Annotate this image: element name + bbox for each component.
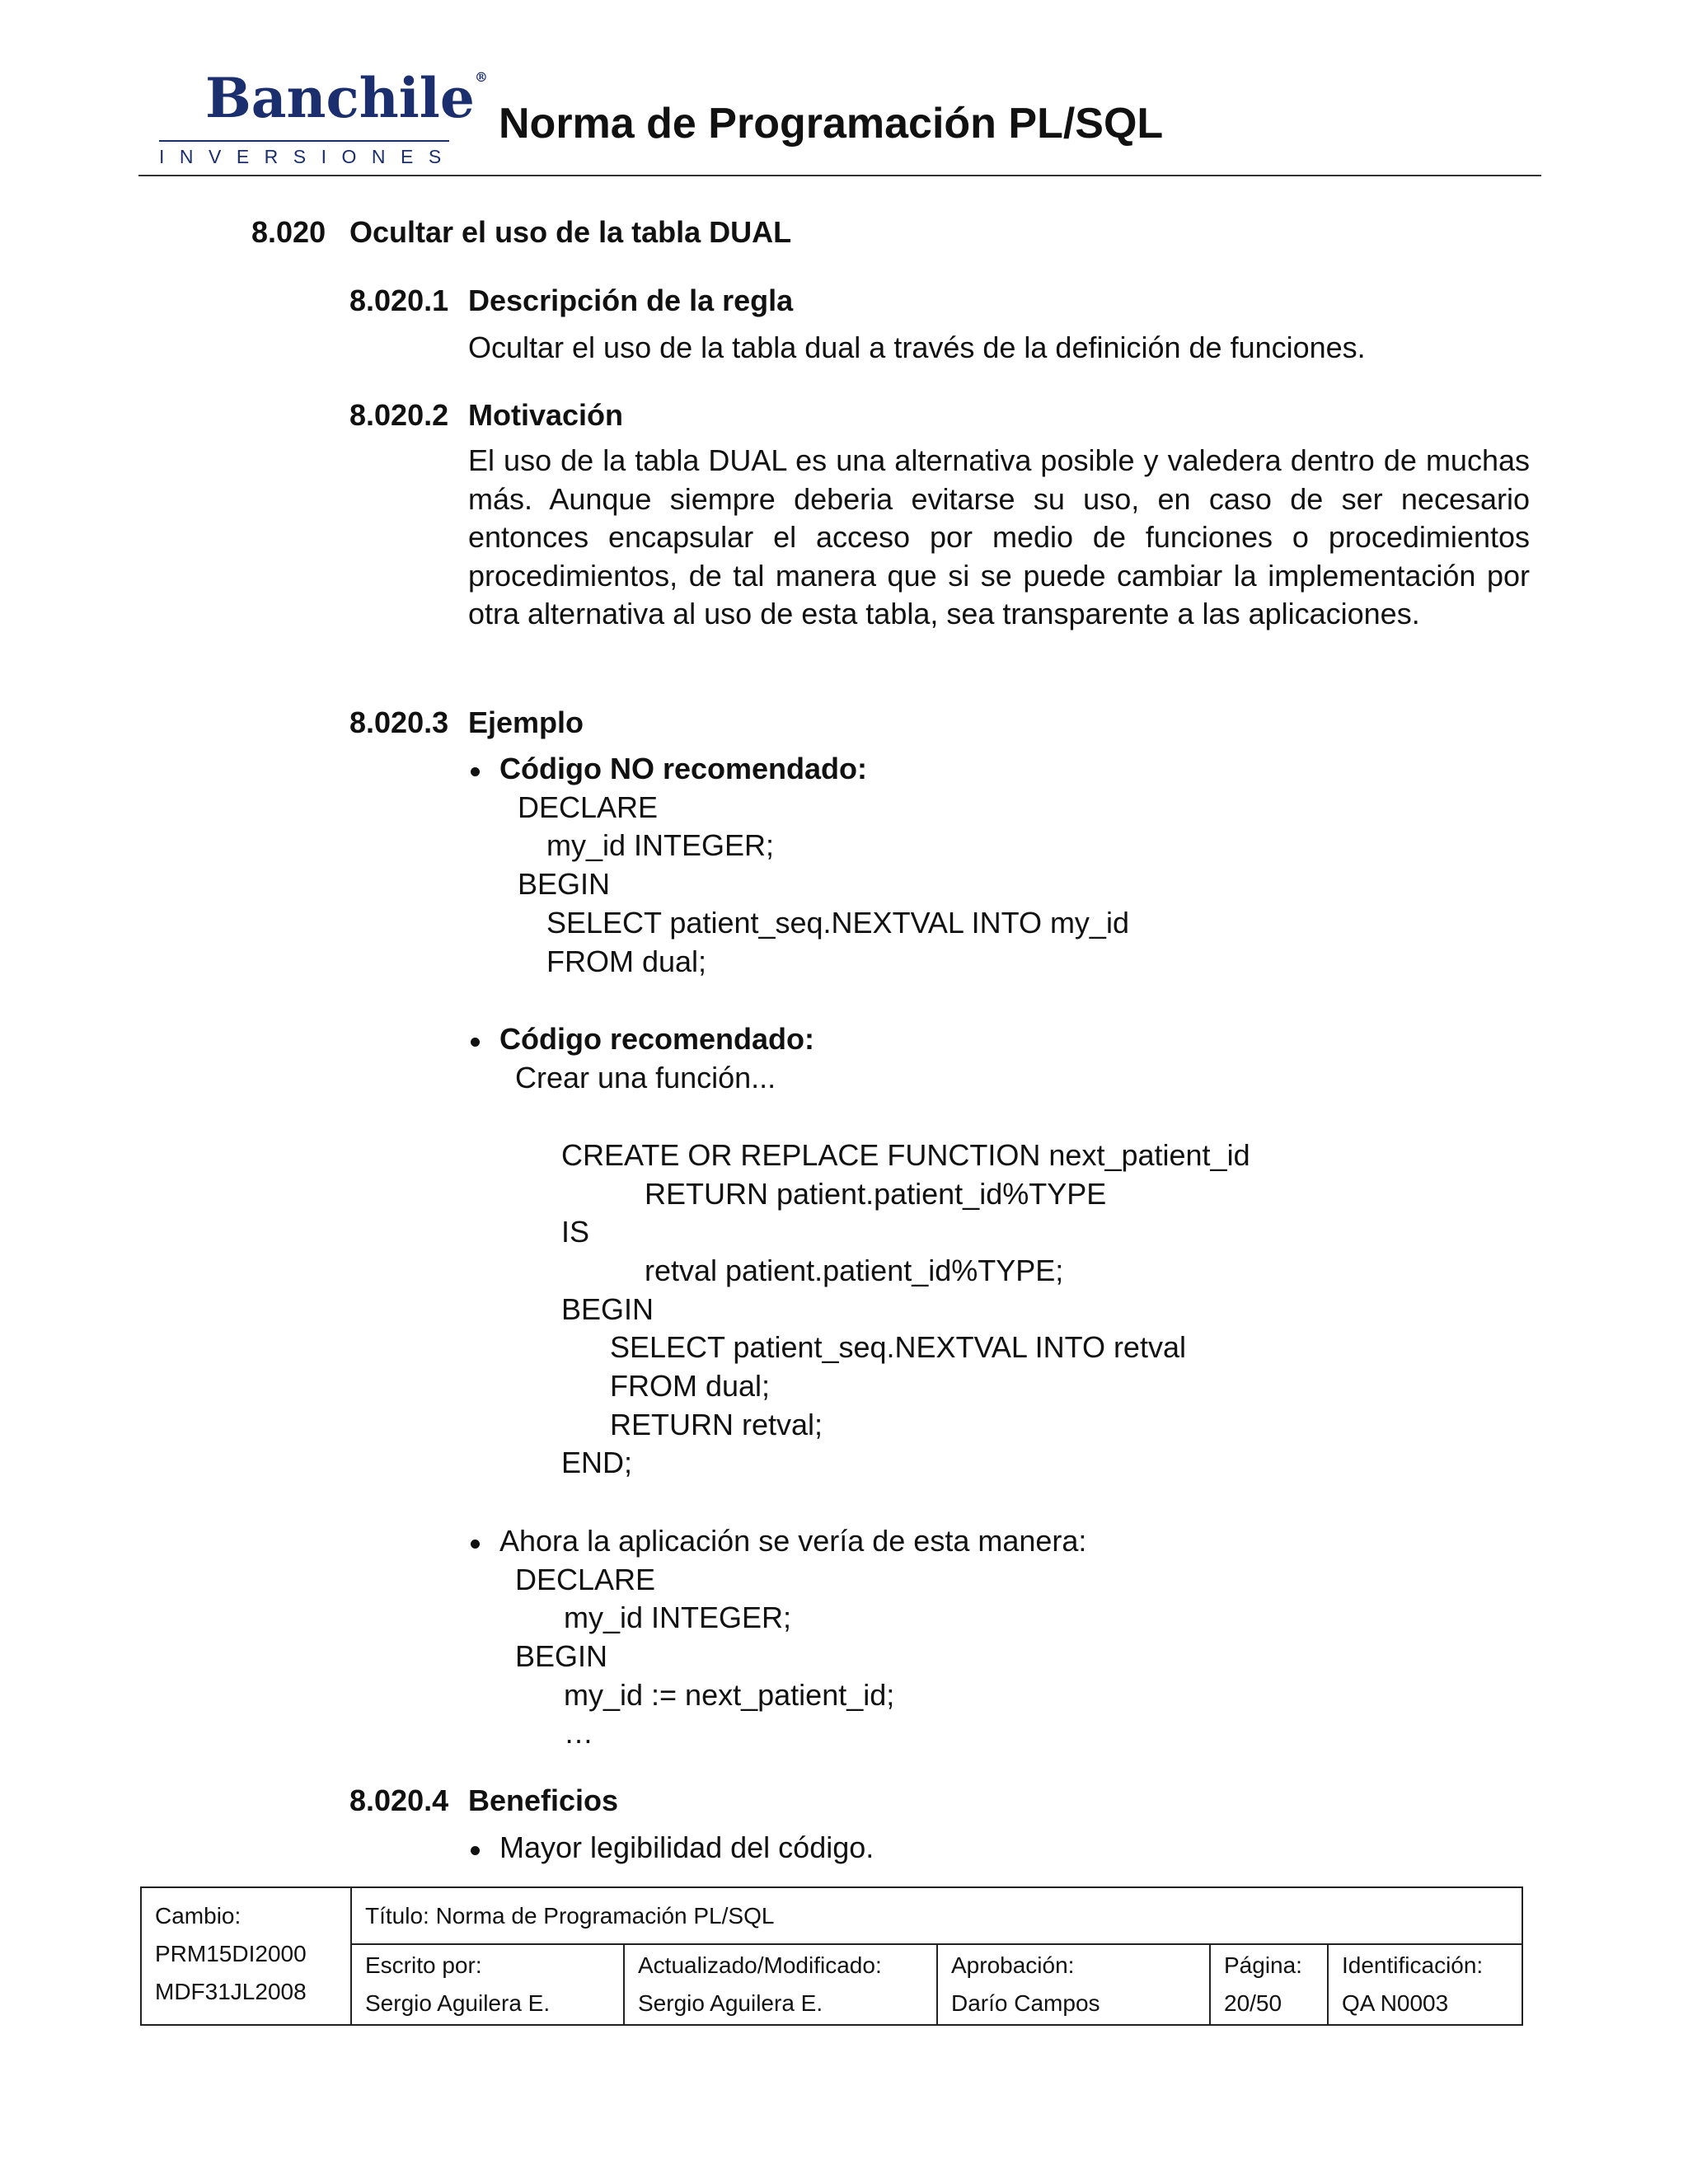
footer-cambio-value: PRM15DI2000 [155,1941,307,1966]
code-line: DECLARE [515,1563,656,1596]
code-line: RETURN patient.patient_id%TYPE [645,1177,1107,1211]
document-title: Norma de Programación PL/SQL [499,100,1164,148]
description-title: Descripción de la regla [468,284,794,317]
footer-written-value: Sergio Aguilera E. [365,1990,551,2016]
footer-approval-value: Darío Campos [951,1990,1100,2016]
bullet-dot [471,767,480,776]
footer-written-label: Escrito por: [365,1952,482,1978]
footer-approval-label: Aprobación: [951,1952,1075,1978]
recommended-label: Código recomendado: [499,1022,815,1056]
code-line: DECLARE [518,790,659,824]
motivation-text: El uso de la tabla DUAL es una alternativa posible y valedera dentro de muchas más. Aunque siempre deberia evitarse su uso, en caso de ser necesario entonces encapsular el acceso por medio de funciones o procedimientos procedimientos, de tal manera que si se puede cambiar la implementación por otra alternativa al uso de esta tabla, sea transparente a las aplicaciones. [468,443,1530,631]
footer-title: Título: Norma de Programación PL/SQL [365,1903,775,1929]
code-line: CREATE OR REPLACE FUNCTION next_patient_id [561,1138,1250,1172]
footer-cambio-label: Cambio: [155,1903,241,1929]
code-line: BEGIN [518,867,611,901]
section-number: 8.020 [251,215,326,249]
footer-cambio-value: MDF31JL2008 [155,1979,307,2004]
logo-subtitle: INVERSIONES [159,146,457,167]
footer-written-cell [351,1944,624,2025]
code-line: BEGIN [561,1292,654,1326]
code-line: RETURN retval; [610,1408,823,1441]
footer-cambio-cell [141,1887,351,2025]
footer-page-value: 20/50 [1224,1990,1282,2016]
footer-page-label: Página: [1224,1952,1302,1978]
benefits-number: 8.020.4 [349,1783,449,1817]
header-rule [138,175,1541,176]
application-label: Ahora la aplicación se vería de esta manera: [499,1524,1087,1558]
document-footer-table [140,1886,1523,2026]
code-line: SELECT patient_seq.NEXTVAL INTO my_id [546,906,1129,940]
footer-id-cell [1328,1944,1522,2025]
footer-title-cell [351,1887,1522,1944]
benefits-title: Beneficios [468,1783,619,1817]
company-logo [205,66,488,130]
footer-id-value: QA N0003 [1342,1990,1449,2016]
logo-name: Banchile [205,66,475,130]
code-line: END; [561,1446,633,1479]
code-line: FROM dual; [546,944,707,978]
example-number: 8.020.3 [349,705,449,739]
footer-updated-label: Actualizado/Modificado: [638,1952,882,1978]
footer-updated-value: Sergio Aguilera E. [638,1990,823,2016]
example-title: Ejemplo [468,705,584,739]
bullet-dot [471,1038,480,1047]
footer-approval-cell [937,1944,1210,2025]
bullet-dot [471,1540,480,1549]
description-number: 8.020.1 [349,284,449,317]
motivation-title: Motivación [468,398,624,432]
section-title: Ocultar el uso de la tabla DUAL [349,215,792,249]
footer-updated-cell [624,1944,937,2025]
not-recommended-label: Código NO recomendado: [499,752,868,785]
benefit-item: Mayor legibilidad del código. [499,1830,874,1864]
code-line: my_id INTEGER; [564,1601,792,1634]
motivation-number: 8.020.2 [349,398,449,432]
footer-id-label: Identificación: [1342,1952,1484,1978]
code-line: FROM dual; [610,1369,771,1403]
logo-divider [159,140,449,142]
code-line: my_id := next_patient_id; [564,1678,895,1712]
recommended-intro: Crear una función... [515,1061,776,1094]
bullet-dot [471,1846,480,1855]
code-line: my_id INTEGER; [546,828,775,862]
code-line: IS [561,1215,590,1249]
code-line: SELECT patient_seq.NEXTVAL INTO retval [610,1330,1186,1364]
code-line: BEGIN [515,1639,608,1673]
logo-registered-mark: ® [474,69,488,85]
footer-page-cell [1210,1944,1328,2025]
code-line: retval patient.patient_id%TYPE; [645,1254,1064,1287]
code-line: … [564,1716,593,1750]
description-text: Ocultar el uso de la tabla dual a través de la definición de funciones. [468,330,1366,364]
